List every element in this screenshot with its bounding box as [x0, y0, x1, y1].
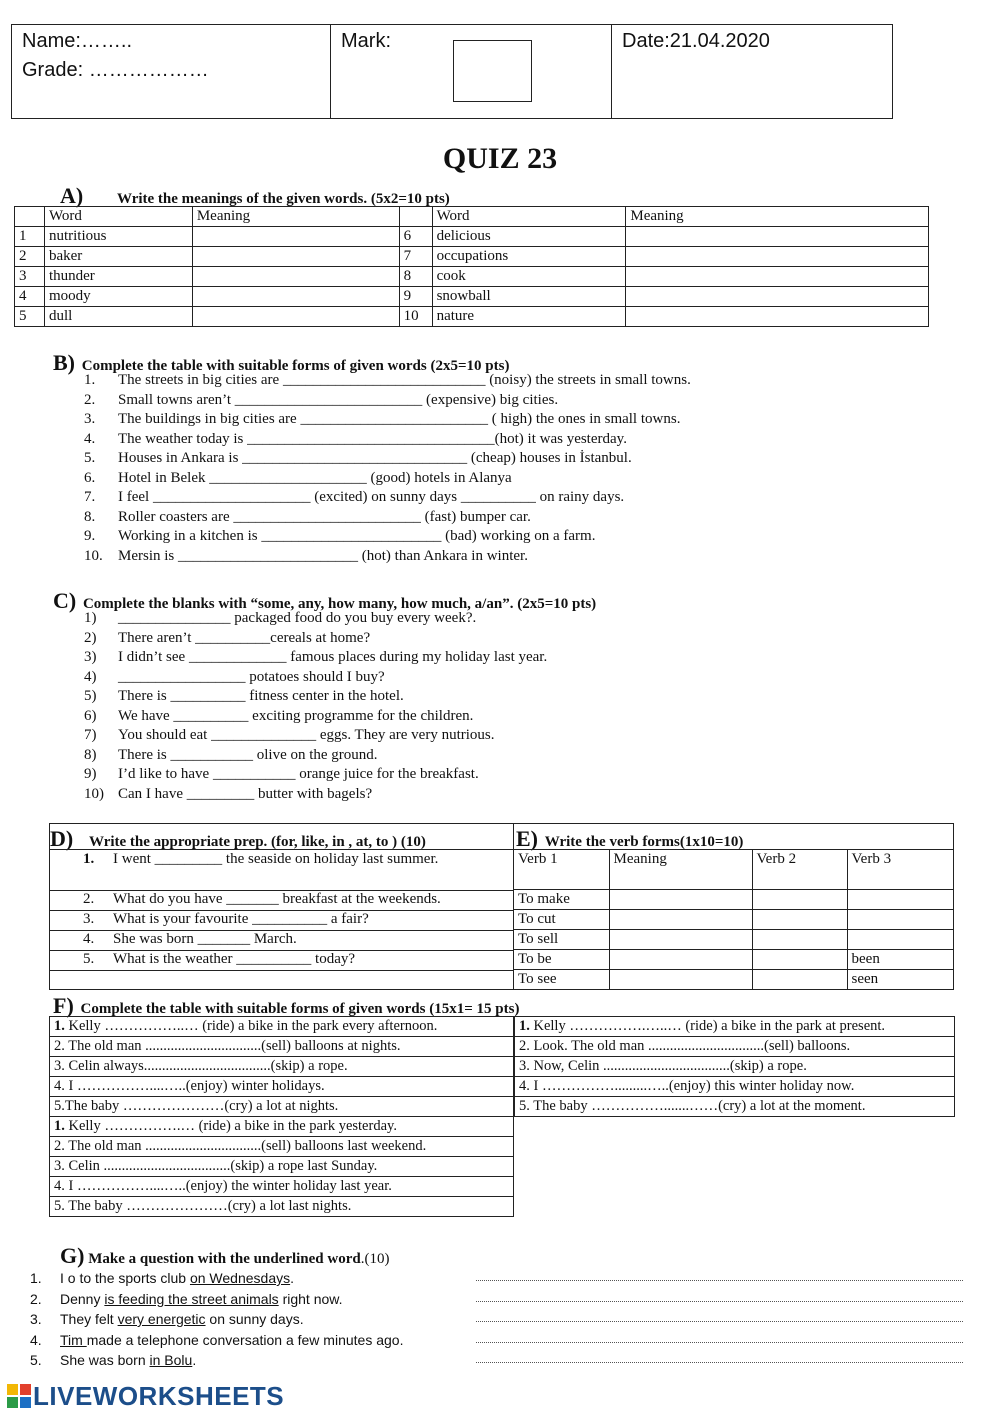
list-item[interactable]: 3. What is your favourite __________ a fair? — [50, 910, 513, 931]
mark-cell — [331, 25, 612, 118]
meaning-input[interactable] — [626, 267, 929, 287]
verb2-input[interactable] — [752, 970, 847, 990]
section-f-right-table — [514, 1016, 955, 1117]
answer-line[interactable] — [476, 1350, 963, 1363]
list-item[interactable]: 5. What is the weather __________ today? — [50, 950, 513, 971]
list-item[interactable]: 5) There is __________ fitness center in the hotel. — [84, 688, 404, 704]
section-c-letter: C) — [53, 588, 77, 613]
meaning-input[interactable] — [609, 930, 752, 950]
answer-line[interactable] — [476, 1268, 963, 1281]
section-e-letter: E) — [516, 826, 538, 851]
page-title: QUIZ 23 — [442, 142, 558, 175]
section-a-table — [14, 206, 929, 327]
section-g-points: .(10) — [360, 1251, 390, 1267]
section-e-table — [514, 849, 954, 989]
list-item[interactable]: 8. Roller coasters are _________________________ (fast) bumper car. — [84, 508, 531, 525]
list-item[interactable]: 7) You should eat ______________ eggs. They are very nutrious. — [84, 727, 495, 743]
section-g-heading — [60, 1243, 389, 1269]
table-row[interactable]: 1. Kelly ……………..… (ride) a bike in the park every afternoon. — [50, 1017, 514, 1037]
section-f-left-table — [49, 1016, 514, 1217]
table-row[interactable]: 1. Kelly …………….… (ride) a bike in the park yesterday. — [50, 1117, 514, 1137]
list-item[interactable]: 9) I’d like to have ___________ orange juice for the breakfast. — [84, 766, 479, 782]
meaning-input[interactable] — [626, 307, 929, 327]
list-item[interactable]: 2. Small towns aren’t _________________________ (expensive) big cities. — [84, 391, 559, 408]
section-f-instruction: Complete the table with suitable forms of given words (15x1= 15 pts) — [80, 1001, 520, 1017]
list-item[interactable]: 10) Can I have _________ butter with bagels? — [84, 785, 373, 802]
logo-icon — [7, 1384, 31, 1408]
table-row: Verb 1 Meaning Verb 2 Verb 3 — [514, 850, 954, 890]
meaning-input[interactable] — [192, 247, 399, 267]
answer-line[interactable] — [476, 1289, 963, 1302]
list-item[interactable]: 5. She was born in Bolu. — [30, 1350, 965, 1371]
answer-line[interactable] — [476, 1330, 963, 1343]
logo-text: LIVEWORKSHEETS — [33, 1380, 285, 1411]
liveworksheets-logo — [7, 1380, 285, 1411]
verb2-input[interactable] — [752, 950, 847, 970]
verb3-input[interactable]: seen — [847, 970, 954, 990]
table-row[interactable]: 3. Now, Celin ...................................(skip) a rope. — [515, 1057, 955, 1077]
mark-box[interactable] — [453, 40, 532, 102]
meaning-input[interactable] — [626, 227, 929, 247]
table-row: To sell — [514, 930, 954, 950]
section-c-instruction: Complete the blanks with “some, any, how many, how much, a/an”. (2x5=10 pts) — [82, 596, 597, 612]
list-item[interactable]: 4. The weather today is _________________________________(hot) it was yesterday. — [84, 430, 627, 447]
col-word: Word — [44, 207, 192, 227]
table-row: 4 moody 9 snowball — [15, 287, 929, 307]
list-item[interactable]: 9. Working in a kitchen is ________________________ (bad) working on a farm. — [84, 528, 596, 544]
table-row[interactable]: 2. The old man ................................(sell) balloons at nights. — [50, 1037, 514, 1057]
list-item[interactable]: 1. I o to the sports club on Wednesdays. — [30, 1268, 965, 1289]
list-item[interactable]: 1. The streets in big cities are ___________________________ (noisy) the streets in small towns. — [84, 372, 691, 388]
meaning-input[interactable] — [626, 247, 929, 267]
col-meaning: Meaning — [192, 207, 399, 227]
verb2-input[interactable] — [752, 910, 847, 930]
col-meaning: Meaning — [626, 207, 929, 227]
table-row[interactable]: 3. Celin always...................................(skip) a rope. — [50, 1057, 514, 1077]
section-g-list — [30, 1268, 965, 1371]
table-row: To be been — [514, 950, 954, 970]
verb3-input[interactable] — [847, 910, 954, 930]
list-item[interactable]: 7. I feel _____________________ (excited) on sunny days __________ on rainy days. — [84, 489, 625, 505]
meaning-input[interactable] — [192, 227, 399, 247]
table-row: 3 thunder 8 cook — [15, 267, 929, 287]
date-cell — [612, 25, 892, 118]
section-g-letter: G) — [60, 1243, 85, 1268]
table-row[interactable]: 5.The baby …………………(cry) a lot at nights. — [50, 1097, 514, 1117]
list-item[interactable]: 3. They felt very energetic on sunny days. — [30, 1309, 965, 1330]
list-item[interactable]: 1) _______________ packaged food do you buy every week?. — [84, 610, 477, 626]
meaning-input[interactable] — [192, 307, 399, 327]
table-row[interactable]: 2. The old man ................................(sell) balloons last weekend. — [50, 1137, 514, 1157]
table-row: To cut — [514, 910, 954, 930]
date-label: Date:21.04.2020 — [622, 30, 770, 52]
meaning-input[interactable] — [609, 890, 752, 910]
grade-label[interactable]: Grade: ……………… — [22, 59, 209, 81]
section-b-list — [84, 371, 691, 566]
verb3-input[interactable]: been — [847, 950, 954, 970]
meaning-input[interactable] — [609, 970, 752, 990]
meaning-input[interactable] — [609, 950, 752, 970]
list-item[interactable]: 4. Tim made a telephone conversation a few minutes ago. — [30, 1330, 965, 1351]
table-row[interactable]: 5. The baby …………………(cry) a lot last nights. — [50, 1197, 514, 1217]
verb2-input[interactable] — [752, 930, 847, 950]
list-item[interactable]: 4. She was born _______ March. — [50, 930, 513, 951]
header-box — [11, 24, 893, 119]
verb2-input[interactable] — [752, 890, 847, 910]
list-item[interactable]: 5. Houses in Ankara is ______________________________ (cheap) houses in İstanbul. — [84, 450, 632, 466]
list-item[interactable]: 4) _________________ potatoes should I buy? — [84, 668, 385, 685]
section-g-instruction: Make a question with the underlined word — [88, 1251, 361, 1267]
section-d-letter: D) — [50, 826, 74, 851]
meaning-input[interactable] — [192, 267, 399, 287]
section-f-letter: F) — [53, 993, 74, 1018]
table-row — [15, 207, 929, 227]
section-c-list — [84, 609, 547, 804]
section-e-instruction: Write the verb forms(1x10=10) — [544, 834, 744, 850]
list-item[interactable]: 6) We have __________ exciting programme for the children. — [84, 707, 474, 724]
table-row: 1 nutritious 6 delicious — [15, 227, 929, 247]
table-row[interactable]: 1. Kelly …………….…..… (ride) a bike in the park at present. — [515, 1017, 955, 1037]
list-item[interactable]: 2) There aren’t __________cereals at home? — [84, 629, 371, 646]
mark-label: Mark: — [341, 30, 391, 52]
table-row: 2 baker 7 occupations — [15, 247, 929, 267]
table-row: 5 dull 10 nature — [15, 307, 929, 327]
verb3-input[interactable] — [847, 890, 954, 910]
meaning-input[interactable] — [626, 287, 929, 307]
table-row[interactable]: 3. Celin ...................................(skip) a rope last Sunday. — [50, 1157, 514, 1177]
col-word: Word — [432, 207, 626, 227]
meaning-input[interactable] — [192, 287, 399, 307]
list-item[interactable]: 2. Denny is feeding the street animals right now. — [30, 1289, 965, 1310]
answer-line[interactable] — [476, 1309, 963, 1322]
section-a-letter: A) — [60, 183, 84, 208]
list-item[interactable]: 8) There is ___________ olive on the ground. — [84, 746, 378, 763]
name-label[interactable]: Name:…….. — [22, 30, 133, 52]
table-row[interactable]: 2. Look. The old man ................................(sell) balloons. — [515, 1037, 955, 1057]
table-row[interactable]: 4. I ……………....…..(enjoy) the winter holiday last year. — [50, 1177, 514, 1197]
meaning-input[interactable] — [609, 910, 752, 930]
list-item[interactable]: 3) I didn’t see _____________ famous places during my holiday last year. — [84, 649, 548, 665]
table-row[interactable]: 4. I ……………....…..(enjoy) winter holidays. — [50, 1077, 514, 1097]
list-item[interactable]: 2. What do you have _______ breakfast at the weekends. — [50, 890, 513, 911]
verb3-input[interactable] — [847, 930, 954, 950]
table-row: To make — [514, 890, 954, 910]
section-a-instruction: Write the meanings of the given words. (5x2=10 pts) — [116, 191, 450, 207]
table-row[interactable]: 5. The baby …………….......……(cry) a lot at the moment. — [515, 1097, 955, 1117]
list-item[interactable]: 6. Hotel in Belek _____________________ (good) hotels in Alanya — [84, 469, 512, 486]
name-grade-cell — [12, 25, 331, 118]
list-item[interactable]: 3. The buildings in big cities are _________________________ ( high) the ones in small towns. — [84, 411, 681, 427]
section-b-instruction: Complete the table with suitable forms of given words (2x5=10 pts) — [81, 358, 510, 374]
list-item[interactable]: 10. Mersin is ________________________ (hot) than Ankara in winter. — [84, 547, 528, 564]
section-b-letter: B) — [53, 350, 75, 375]
table-row[interactable]: 4. I …………….........…..(enjoy) this winter holiday now. — [515, 1077, 955, 1097]
table-row: To see seen — [514, 970, 954, 990]
list-item[interactable]: 1. I went _________ the seaside on holiday last summer. — [50, 849, 513, 891]
section-d-instruction: Write the appropriate prep. (for, like, in , at, to ) (10) — [88, 834, 426, 850]
